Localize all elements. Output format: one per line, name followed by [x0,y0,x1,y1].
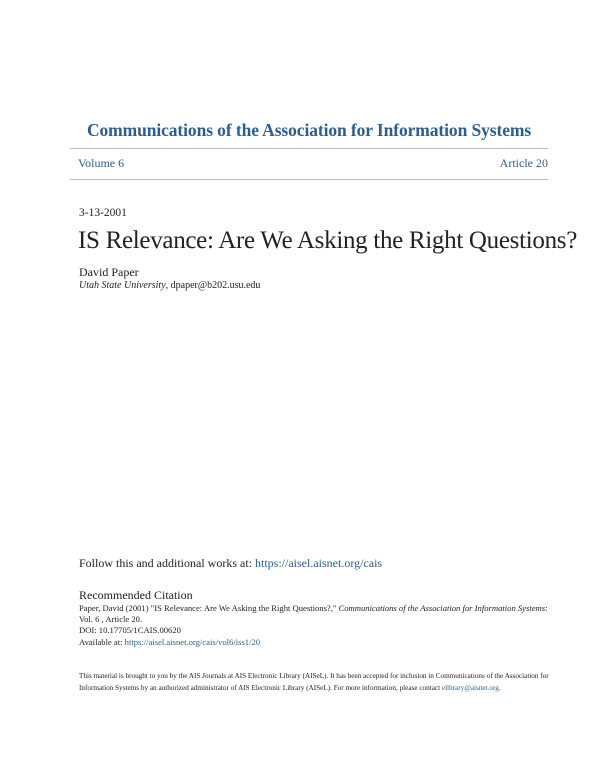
bottom-divider [70,179,548,180]
citation-doi: DOI: 10.17705/1CAIS.00620 [79,625,181,636]
author-email: , dpaper@b202.usu.edu [165,280,261,291]
author-affiliation [79,280,260,291]
citation-available-label: Available at: [79,636,125,647]
follow-line [79,556,382,571]
paper-title: IS Relevance: Are We Asking the Right Questions? [78,227,578,254]
recommended-citation-heading: Recommended Citation [79,588,193,602]
follow-text: Follow this and additional works at: [79,556,255,570]
copyright-notice [79,671,549,694]
follow-link[interactable]: https://aisel.aisnet.org/cais [255,556,383,570]
publication-date: 3-13-2001 [79,207,127,219]
citation-available [79,637,549,648]
contact-email-link[interactable]: elibrary@aisnet.org [441,683,499,692]
top-divider [70,148,548,149]
citation-line-1 [79,603,549,614]
citation-block [79,603,549,648]
citation-url-link[interactable]: https://aisel.aisnet.org/cais/vol6/iss1/20 [124,636,261,647]
author-name: David Paper [79,265,139,279]
author-institution: Utah State University [79,280,166,291]
journal-title-link[interactable]: Communications of the Association for Information Systems [86,120,532,140]
citation-colon: : [545,603,548,613]
citation-journal: Communications of the Association for Information Systems [338,603,546,613]
citation-authors-title: Paper, David (2001) "IS Relevance: Are We Asking the Right Questions?," [79,603,339,613]
notice-text: This material is brought to you by the AIS Journals at AIS Electronic Library (AISeL). It has been accepted for inclusion in Communications of the Association for Information Systems by an authorized administrator of AIS Electronic Library (AISeL). For more information, please contact [79,672,549,692]
volume-link[interactable]: Volume 6 [78,156,125,170]
notice-end: . [498,683,501,692]
citation-volume: Vol. 6 , Article 20. [79,614,143,625]
article-link[interactable]: Article 20 [499,156,548,170]
